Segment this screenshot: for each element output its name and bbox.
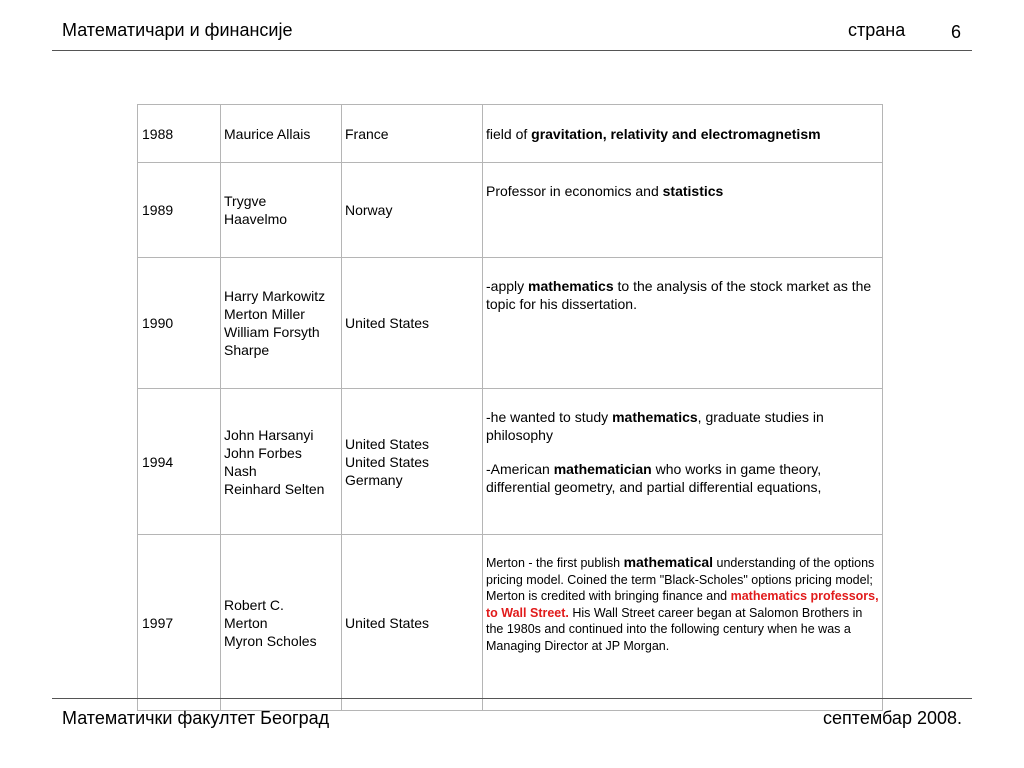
desc-text: Professor in economics and	[486, 183, 663, 199]
desc-text: Merton - the first publish	[486, 556, 624, 570]
description-cell	[483, 258, 883, 389]
country-cell	[342, 535, 483, 711]
desc-bold: mathematical	[623, 554, 714, 570]
laureate-name: Maurice Allais	[224, 125, 311, 142]
description-cell	[483, 163, 883, 258]
desc-text: , graduate studies in philosophy	[486, 409, 824, 443]
page-number: 6	[951, 22, 962, 42]
laureate-name: Sharpe	[224, 342, 270, 358]
laureates-cell	[221, 258, 342, 389]
desc-text: -American	[486, 461, 554, 477]
laureate-name: Trygve	[224, 193, 267, 209]
year-cell: 1989	[138, 163, 221, 258]
desc-paragraph	[486, 460, 879, 496]
desc-bold: mathematics	[528, 278, 614, 294]
footer-rule	[52, 698, 972, 699]
country-name: France	[345, 125, 389, 142]
table-row	[138, 535, 883, 711]
description-cell	[483, 389, 883, 535]
laureates-table	[137, 104, 883, 711]
desc-highlight: mathematics professors, to Wall Street.	[486, 589, 879, 620]
country-name: United States	[345, 435, 430, 452]
table-row	[138, 105, 883, 163]
desc-bold: statistics	[662, 183, 724, 199]
desc-paragraph	[486, 408, 879, 444]
laureate-name: Merton Miller	[224, 306, 305, 322]
desc-text: to the analysis of the stock market as the topic for his dissertation.	[486, 278, 872, 312]
country-cell	[342, 258, 483, 389]
desc-text: field of	[486, 125, 532, 142]
country-cell	[342, 389, 483, 535]
slide-title: Математичари и финансије	[62, 20, 293, 40]
desc-text: -apply	[486, 278, 529, 294]
table-row	[138, 163, 883, 258]
laureates-cell	[221, 105, 342, 163]
laureates-cell	[221, 389, 342, 535]
header-rule	[52, 50, 972, 51]
laureate-name: Nash	[224, 462, 257, 479]
desc-text: -he wanted to study	[486, 409, 613, 425]
laureates-cell	[221, 535, 342, 711]
country-name: United States	[345, 614, 430, 631]
desc-bold: gravitation, relativity and electromagnetism	[531, 125, 821, 142]
laureates-cell	[221, 163, 342, 258]
laureate-name: Myron Scholes	[224, 632, 317, 649]
country-cell	[342, 105, 483, 163]
table-row	[138, 258, 883, 389]
desc-bold: mathematics	[612, 409, 698, 425]
description-cell	[483, 535, 883, 711]
laureate-name: John Forbes	[224, 444, 302, 461]
footer-faculty: Математички факултет Београд	[62, 708, 330, 728]
year-cell: 1988	[138, 105, 221, 163]
laureate-name: Merton	[224, 614, 268, 631]
desc-text: who works in game theory, differential geometry, and partial differential equations,	[486, 461, 822, 495]
country-name: United States	[345, 453, 430, 470]
country-name: Norway	[345, 202, 393, 218]
year-cell: 1994	[138, 389, 221, 535]
year-cell: 1997	[138, 535, 221, 711]
page-label: страна	[848, 20, 906, 40]
laureate-name: Haavelmo	[224, 211, 288, 227]
laureate-name: Harry Markowitz	[224, 288, 326, 304]
year-cell: 1990	[138, 258, 221, 389]
country-name: Germany	[345, 471, 403, 488]
laureate-name: Reinhard Selten	[224, 480, 325, 497]
table-row	[138, 389, 883, 535]
laureate-name: Robert C.	[224, 596, 284, 613]
desc-bold: mathematician	[553, 461, 652, 477]
country-cell	[342, 163, 483, 258]
laureate-name: William Forsyth	[224, 324, 320, 340]
description-cell	[483, 105, 883, 163]
footer-date: септембар 2008.	[823, 708, 962, 728]
desc-text: understanding of the options pricing model. Coined the term "Black-Scholes" options pricing model; Merton is credited with bringing finance and	[486, 556, 875, 603]
desc-text: His Wall Street career began at Salomon Brothers in the 1980s and continued into the following century when he was a Managing Director at JP Morgan.	[486, 605, 863, 653]
laureate-name: John Harsanyi	[224, 426, 314, 443]
country-name: United States	[345, 315, 430, 331]
